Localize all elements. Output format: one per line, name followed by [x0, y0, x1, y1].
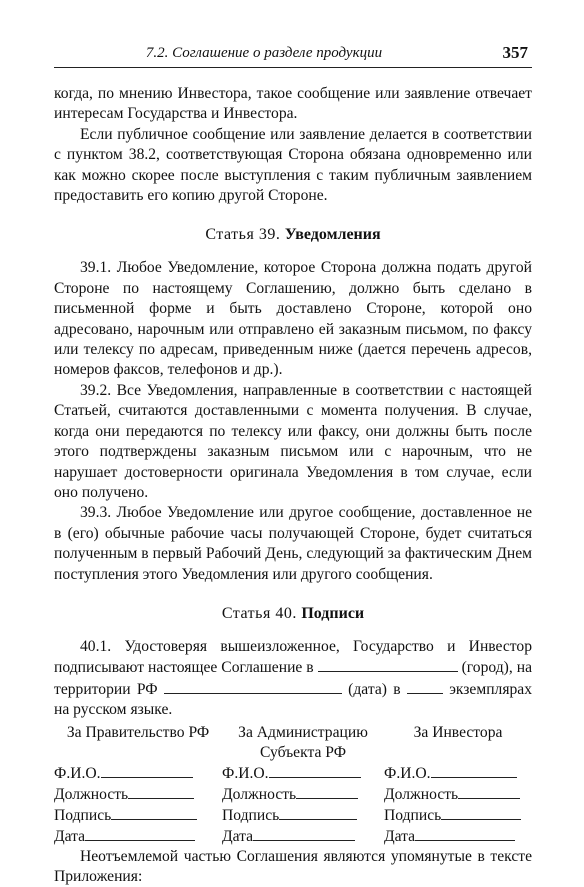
article-40-heading [54, 603, 532, 625]
sig-date-field [54, 826, 222, 847]
sig-blank [253, 826, 355, 841]
p40-text-c: (дата) в [348, 680, 401, 698]
paragraph-39-1: 39.1. Любое Уведомление, которое Сторона должна подать другой Стороне по настоящему Соглашению, должно быть сделано в письменной форме и быть доставлено Стороне, которой оно адресовано, нарочным или отправлено ей заказным письмом, по факсу или телексу по адресам, приведенным ниже (дается перечень адресов, номеров факсов, телефонов и др.). [54, 259, 532, 379]
sig-blank [101, 763, 193, 778]
sig-heading-government [54, 723, 222, 763]
sig-signature-label: Подпись [222, 806, 280, 824]
sig-date-label: Дата [384, 827, 416, 845]
sig-position-label: Должность [222, 785, 297, 803]
p40-text-a: 40.1. Удостоверяя вышеизложенное, Государство и Инвестор подписывают настоящее Соглашение в [54, 637, 532, 677]
sig-position-label: Должность [384, 785, 459, 803]
sig-blank [269, 763, 361, 778]
article-39-prefix: Статья 39. [205, 226, 281, 244]
page-body [54, 84, 532, 887]
sig-heading-investor [384, 723, 532, 763]
sig-name-label: Ф.И.О. [54, 764, 101, 782]
sig-date-label: Дата [54, 827, 86, 845]
sig-name-label: Ф.И.О. [384, 764, 431, 782]
sig-blank [296, 784, 358, 799]
sig-name-field [54, 763, 222, 784]
sig-position-field [384, 784, 532, 805]
article-40-prefix: Статья 40. [221, 604, 297, 622]
sig-blank [111, 805, 197, 820]
signature-block [54, 723, 532, 847]
running-title: 7.2. Соглашение о разделе продукции [145, 45, 383, 61]
sig-signature-label: Подпись [384, 806, 442, 824]
sig-date-label: Дата [222, 827, 254, 845]
sig-heading-administration-text: За Администрацию [238, 723, 368, 741]
article-39-heading [54, 224, 532, 246]
sig-blank [85, 826, 195, 841]
sig-name-label: Ф.И.О. [222, 764, 269, 782]
sig-blank [415, 826, 515, 841]
sig-date-field [384, 826, 532, 847]
paragraph-closing: Неотъемлемой частью Соглашения являются упомянутые в тексте Приложения: [54, 847, 532, 885]
sig-signature-field [384, 805, 532, 826]
paragraph-publication: Если публичное сообщение или заявление делается в соответствии с пунктом 38.2, соответствующая Сторона обязана одновременно или как можно скорее после выступления с таким публичным заявлением предоставить его копию другой Стороне. [54, 125, 532, 205]
sig-position-field [54, 784, 222, 805]
article-40-title: Подписи [301, 604, 365, 622]
sig-blank [431, 763, 517, 778]
paragraph-40-1 [54, 637, 532, 721]
sig-signature-label: Подпись [54, 806, 112, 824]
sig-position-label: Должность [54, 785, 129, 803]
sig-signature-field [222, 805, 384, 826]
sig-date-field [222, 826, 384, 847]
sig-heading-government-text: За Правительство РФ [66, 723, 210, 741]
page-number: 357 [502, 43, 528, 62]
p40-text-b: (город), на территории РФ [54, 659, 532, 698]
sig-blank [458, 784, 520, 799]
copies-blank [407, 679, 443, 694]
paragraph-39-3: 39.3. Любое Уведомление или другое сообщение, доставленное не в (его) обычные рабочие часы получающей Стороне, будет считаться полученным в первый Рабочий День, следующий за фактическим Днем поступления этого Уведомления или другого сообщения. [54, 504, 532, 583]
sig-heading-administration [222, 723, 384, 763]
city-blank [318, 657, 458, 672]
sig-blank [279, 805, 357, 820]
date-blank [164, 679, 342, 694]
p40-text-d: экземплярах на русском языке. [54, 680, 533, 719]
sig-signature-field [54, 805, 222, 826]
article-39-title: Уведомления [284, 226, 381, 244]
sig-heading-investor-text: За Инвестора [413, 723, 503, 741]
sig-position-field [222, 784, 384, 805]
paragraph-39-2: 39.2. Все Уведомления, направленные в соответствии с настоящей Статьей, считаются доставленными с момента получения. В случае, когда они передаются по телексу или факсу, они должны быть после этого подтверждены заказным письмом или с нарочным, что не нарушает достоверности оригинала Уведомления в том случае, если оно получено. [54, 381, 532, 501]
sig-blank [441, 805, 521, 820]
sig-heading-administration-text2: Субъекта РФ [259, 743, 347, 761]
paragraph-continued: когда, по мнению Инвестора, такое сообщение или заявление отвечает интересам Государства и Инвестора. [54, 85, 532, 123]
running-header [54, 45, 532, 68]
sig-name-field [384, 763, 532, 784]
sig-blank [128, 784, 194, 799]
sig-name-field [222, 763, 384, 784]
